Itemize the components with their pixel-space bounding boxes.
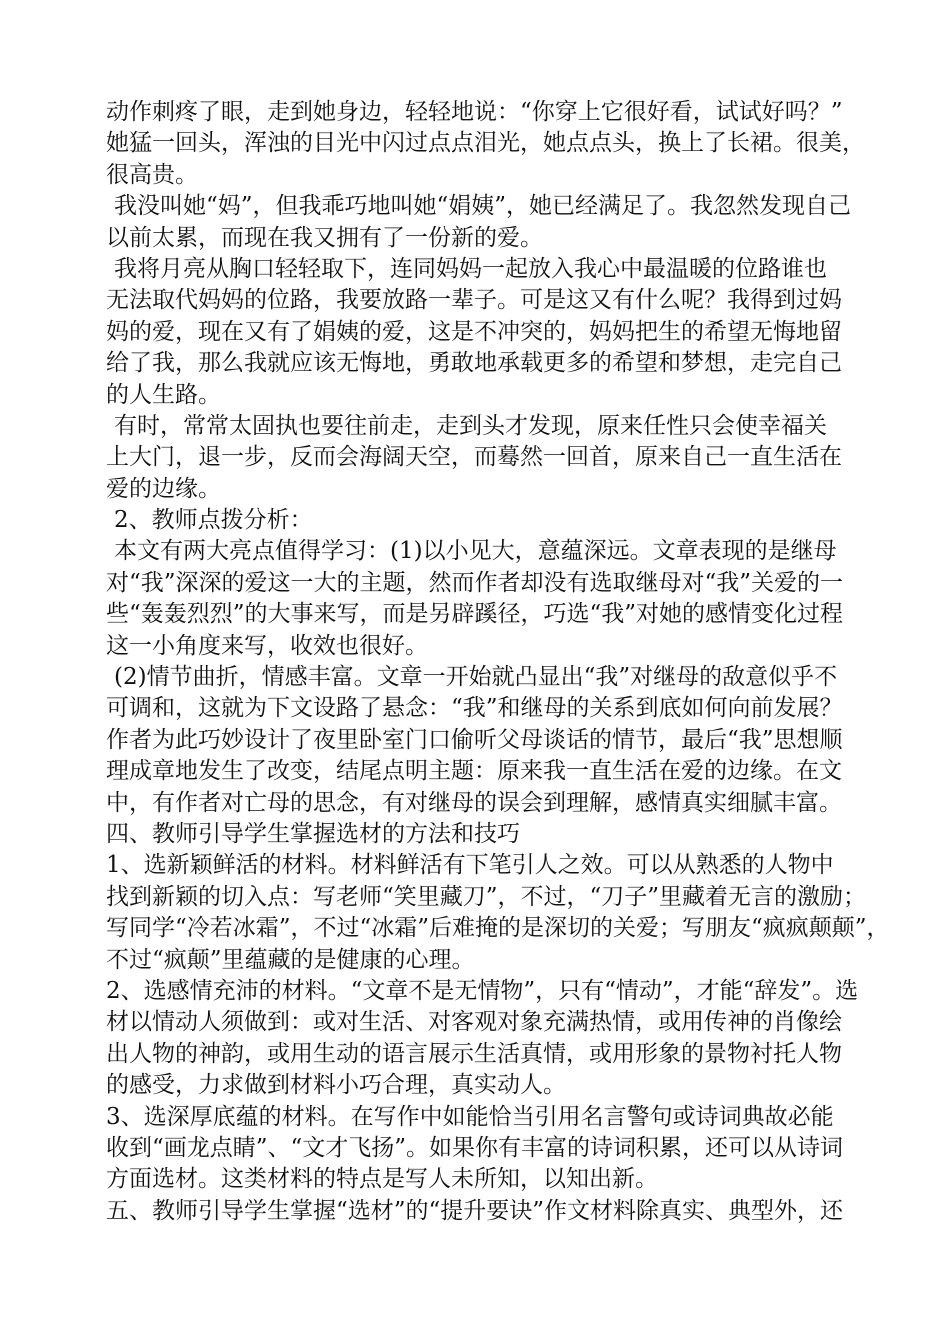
text-line: 动作刺疼了眼，走到她身边，轻轻地说：“你穿上它很好看，试试好吗？” bbox=[106, 99, 843, 125]
text-line: 本文有两大亮点值得学习：(1)以小见大，意蕴深远。文章表现的是继母 bbox=[114, 538, 837, 565]
text-line: 无法取代妈妈的位路，我要放路一辈子。可是这又有什么呢？我得到过妈 bbox=[106, 287, 842, 314]
text-line: 理成章地发生了改变，结尾点明主题：原来我一直生活在爱的边缘。在文 bbox=[106, 758, 842, 785]
text-line: 作者为此巧妙设计了夜里卧室门口偷听父母谈话的情节，最后“我”思想顺 bbox=[106, 726, 843, 753]
text-line: 不过“疯颠”里蕴藏的是健康的心理。 bbox=[106, 946, 475, 973]
text-line: 中，有作者对亡母的思念，有对继母的误会到理解，感情真实细腻丰富。 bbox=[106, 789, 842, 816]
text-line: 收到“画龙点睛”、“文才飞扬”。如果你有丰富的诗词积累，还可以从诗词 bbox=[106, 1134, 844, 1161]
text-line: 材以情动人须做到：或对生活、对客观对象充满热情，或用传神的肖像绘 bbox=[106, 1009, 842, 1036]
text-line: 我没叫她“妈”，但我乖巧地叫她“娟姨”，她已经满足了。我忽然发现自己 bbox=[114, 193, 852, 220]
text-line: 方面选材。这类材料的特点是写人未所知，以知出新。 bbox=[106, 1166, 658, 1193]
text-line: 以前太累，而现在我又拥有了一份新的爱。 bbox=[106, 224, 543, 251]
text-line: (2)情节曲折，情感丰富。文章一开始就凸显出“我”对继母的敌意似乎不 bbox=[114, 664, 838, 691]
text-line: 这一小角度来写，收效也很好。 bbox=[106, 632, 428, 659]
text-line: 2、选感情充沛的材料。“文章不是无情物”，只有“情动”，才能“辞发”。选 bbox=[106, 977, 859, 1004]
section-heading: 五、教师引导学生掌握“选材”的“提升要诀”作文材料除真实、典型外，还 bbox=[106, 1197, 844, 1224]
text-line: 出人物的神韵，或用生动的语言展示生活真情，或用形象的景物衬托人物 bbox=[106, 1040, 842, 1067]
text-line: 给了我，那么我就应该无悔地，勇敢地承载更多的希望和梦想，走完自己 bbox=[106, 350, 842, 377]
text-line: 有时，常常太固执也要往前走，走到头才发现，原来任性只会使幸福关 bbox=[114, 412, 827, 439]
text-line: 爱的边缘。 bbox=[106, 475, 221, 502]
text-line: 可调和，这就为下文设路了悬念：“我”和继母的关系到底如何向前发展？ bbox=[106, 695, 843, 722]
text-line: 找到新颖的切入点：写老师“笑里藏刀”，不过，“刀子”里藏着无言的激励； bbox=[106, 883, 867, 910]
text-line: 我将月亮从胸口轻轻取下，连同妈妈一起放入我心中最温暖的位路谁也 bbox=[114, 255, 827, 282]
section-heading: 2、教师点拨分析： bbox=[114, 507, 313, 534]
text-line: 写同学“冷若冰霜”，不过“冰霜”后难掩的是深切的关爱；写朋友“疯疯颠颠”， bbox=[106, 915, 890, 942]
text-line: 对“我”深深的爱这一大的主题，然而作者却没有选取继母对“我”关爱的一 bbox=[106, 569, 844, 596]
document-body bbox=[106, 97, 890, 1227]
text-line: 些“轰轰烈烈”的大事来写，而是另辟蹊径，巧选“我”对她的感情变化过程 bbox=[106, 601, 844, 628]
text-line: 1、选新颖鲜活的材料。材料鲜活有下笔引人之效。可以从熟悉的人物中 bbox=[106, 852, 834, 879]
section-heading: 四、教师引导学生掌握选材的方法和技巧 bbox=[106, 820, 520, 847]
text-line: 的人生路。 bbox=[106, 381, 221, 408]
text-line: 上大门，退一步，反而会海阔天空，而蓦然一回首，原来自己一直生活在 bbox=[106, 444, 842, 471]
text-line: 妈的爱，现在又有了娟姨的爱，这是不冲突的，妈妈把生的希望无悔地留 bbox=[106, 318, 842, 345]
text-line: 3、选深厚底蕴的材料。在写作中如能恰当引用名言警句或诗词典故必能 bbox=[106, 1103, 834, 1130]
text-line: 的感受，力求做到材料小巧合理，真实动人。 bbox=[106, 1072, 566, 1099]
text-line: 她猛一回头，浑浊的目光中闪过点点泪光，她点点头，换上了长裙。很美， bbox=[106, 130, 865, 157]
text-line: 很高贵。 bbox=[106, 161, 198, 188]
